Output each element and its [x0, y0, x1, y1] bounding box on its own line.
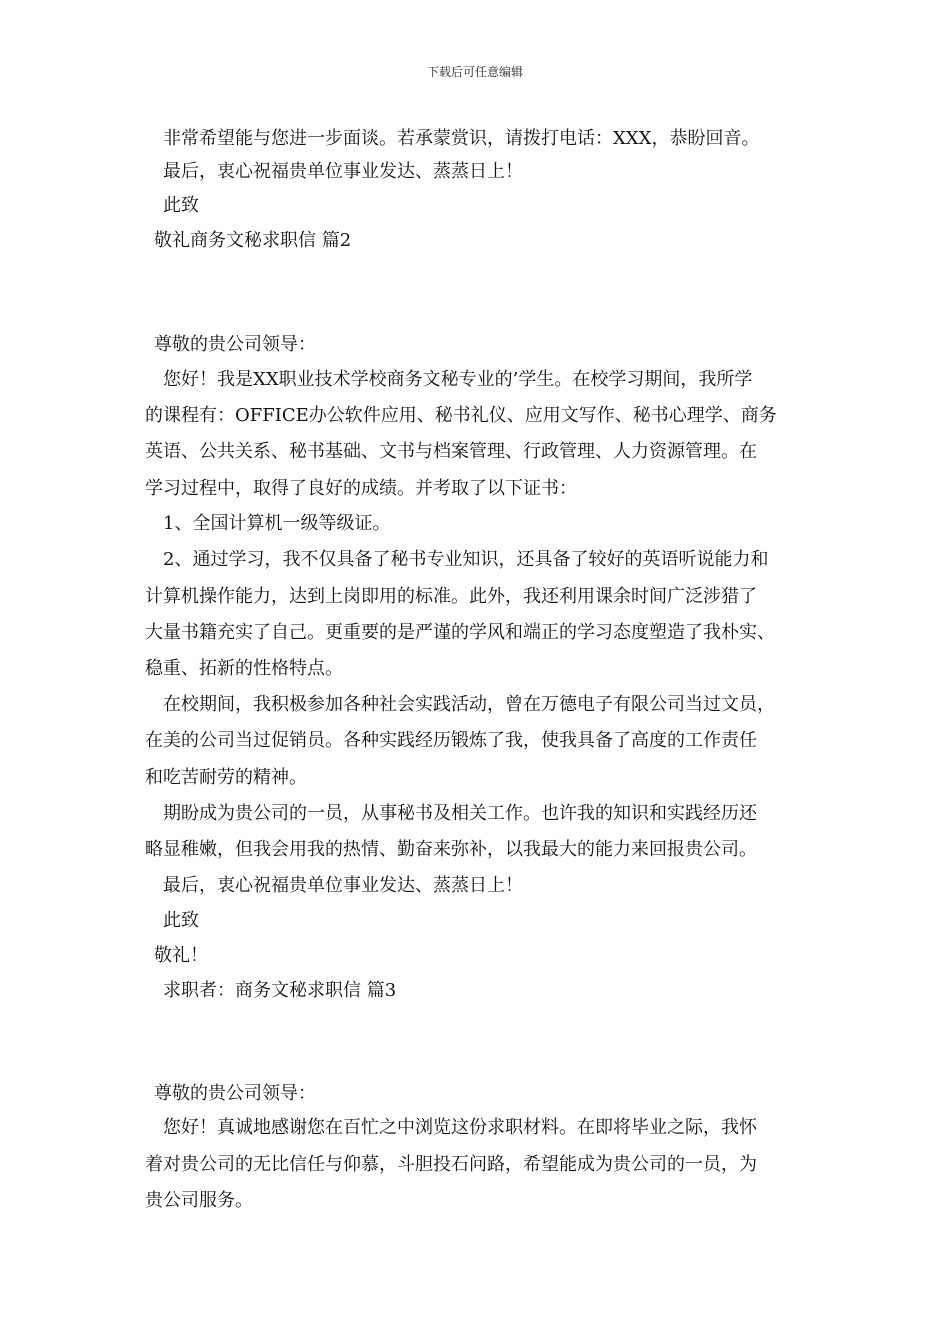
text-line: 求职者：商务文秘求职信 篇3	[163, 980, 397, 1001]
text-line: 英语、公共关系、秘书基础、文书与档案管理、行政管理、人力资源管理。在	[145, 441, 757, 462]
text-line: 尊敬的贵公司领导：	[154, 334, 316, 355]
page-header: 下载后可任意编辑	[426, 65, 523, 79]
text-line: 您好！真诚地感谢您在百忙之中浏览这份求职材料。在即将毕业之际，我怀	[163, 1117, 757, 1138]
text-line: 最后，衷心祝福贵单位事业发达、蒸蒸日上！	[163, 161, 523, 182]
text-line: 此致	[163, 910, 199, 931]
text-line: 大量书籍充实了自己。更重要的是严谨的学风和端正的学习态度塑造了我朴实、	[145, 622, 775, 643]
text-line: 2、通过学习，我不仅具备了秘书专业知识，还具备了较好的英语听说能力和	[163, 549, 769, 570]
text-line: 敬礼！	[154, 945, 208, 966]
text-line: 敬礼商务文秘求职信 篇2	[154, 230, 352, 251]
text-line: 在校期间，我积极参加各种社会实践活动，曾在万德电子有限公司当过文员，	[163, 694, 775, 715]
text-line: 期盼成为贵公司的一员，从事秘书及相关工作。也许我的知识和实践经历还	[163, 803, 757, 824]
text-line: 尊敬的贵公司领导：	[154, 1083, 316, 1104]
text-line: 和吃苦耐劳的精神。	[145, 767, 307, 788]
text-line: 的课程有：OFFICE办公软件应用、秘书礼仪、应用文写作、秘书心理学、商务	[145, 405, 777, 426]
text-line: 学习过程中，取得了良好的成绩。并考取了以下证书：	[145, 478, 577, 499]
text-line: 着对贵公司的无比信任与仰慕，斗胆投石问路，希望能成为贵公司的一员，为	[145, 1154, 757, 1175]
text-line: 最后，衷心祝福贵单位事业发达、蒸蒸日上！	[163, 875, 523, 896]
text-line: 此致	[163, 195, 199, 216]
text-line: 在美的公司当过促销员。各种实践经历锻炼了我，使我具备了高度的工作责任	[145, 730, 757, 751]
text-line: 1、全国计算机一级等级证。	[163, 513, 391, 534]
text-line: 略显稚嫩，但我会用我的热情、勤奋来弥补，以我最大的能力来回报贵公司。	[145, 839, 757, 860]
text-line: 计算机操作能力，达到上岗即用的标准。此外，我还利用课余时间广泛涉猎了	[145, 586, 757, 607]
text-line: 稳重、拓新的性格特点。	[145, 658, 343, 679]
text-line: 贵公司服务。	[145, 1190, 253, 1211]
text-line: 您好！我是XX职业技术学校商务文秘专业的’学生。在校学习期间，我所学	[163, 369, 753, 390]
text-line: 非常希望能与您进一步面谈。若承蒙赏识，请拨打电话：XXX，恭盼回音。	[163, 128, 760, 149]
